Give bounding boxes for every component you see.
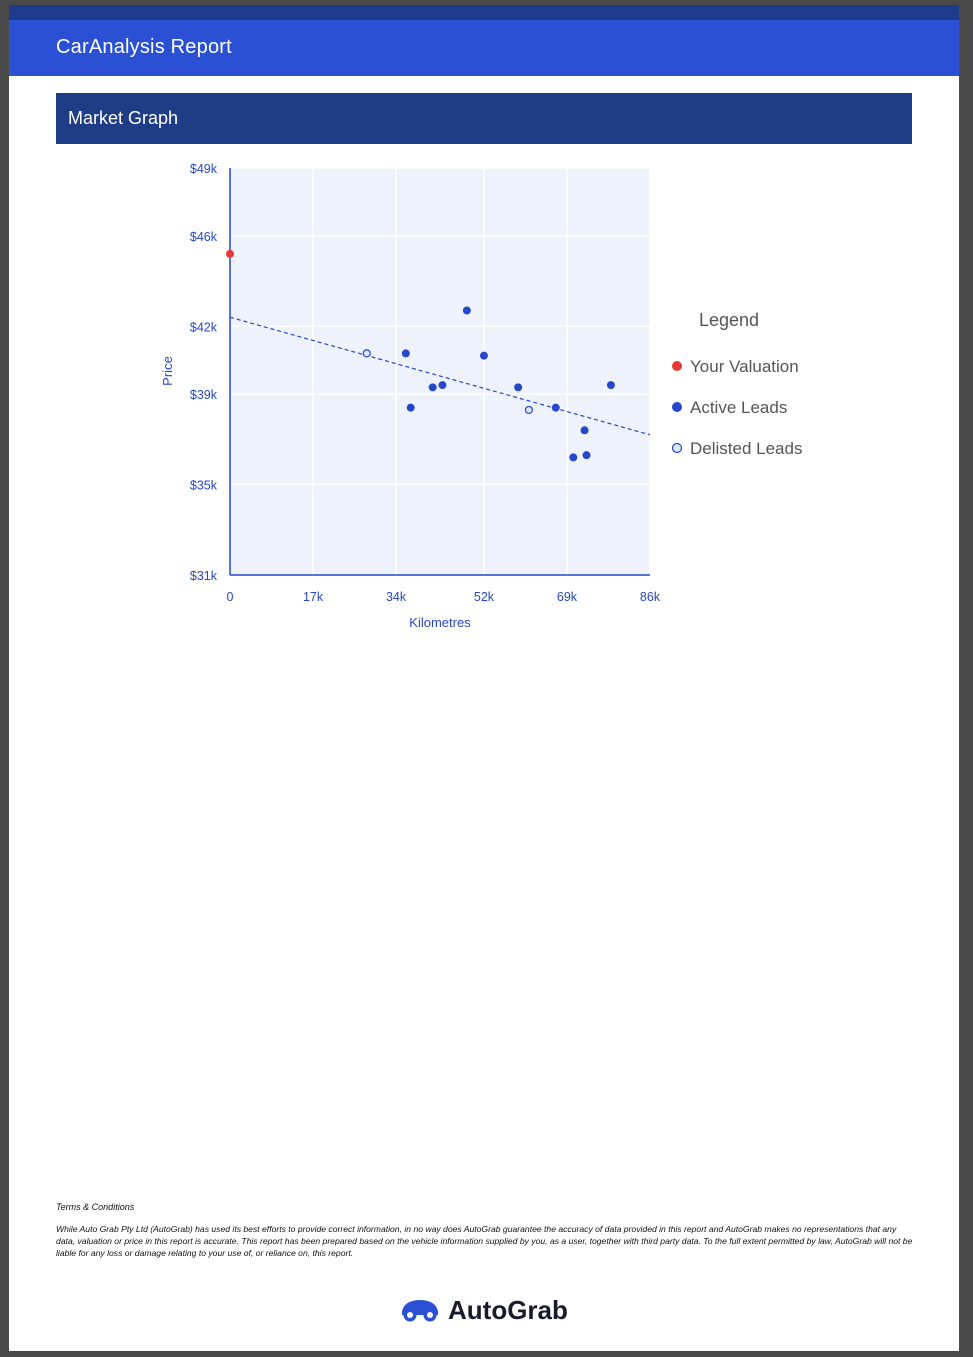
brand-name: AutoGrab: [448, 1295, 568, 1325]
terms-body: While Auto Grab Pty Ltd (AutoGrab) has used its best efforts to provide correct information, in no way does AutoGrab guarantee the accuracy of data provided in this report and AutoGrab makes no representations that any data, valuation or price in this report is accurate. This report has been prepared based on the vehicle information supplied by you, as a user, together with third party data. To the full extent permitted by law, AutoGrab will not be liable for any loss or damage relating to your use of, or reliance on, this report.: [56, 1224, 913, 1258]
y-tick-label: $35k: [189, 478, 217, 493]
delisted-leads-point: [525, 406, 532, 413]
active-leads-point: [463, 306, 471, 314]
y-tick-label: $46k: [189, 229, 217, 244]
legend-label-your-valuation: Your Valuation: [690, 357, 799, 376]
legend-marker-active-leads: [672, 402, 682, 412]
report-title: CarAnalysis Report: [56, 36, 232, 58]
active-leads-point: [569, 453, 577, 461]
terms-heading: Terms & Conditions: [56, 1202, 135, 1212]
plot-background: [230, 168, 650, 575]
brand-footer: [399, 1293, 599, 1329]
report-page: [9, 5, 959, 1351]
active-leads-point: [583, 451, 591, 459]
x-tick-label: 69k: [556, 590, 578, 604]
legend-marker-your-valuation: [672, 361, 682, 371]
car-logo-icon: [399, 1297, 441, 1323]
active-leads-point: [581, 426, 589, 434]
x-tick-label: 0: [226, 590, 234, 604]
x-tick-label: 34k: [385, 590, 407, 604]
delisted-leads-point: [363, 350, 370, 357]
x-tick-label: 17k: [302, 590, 324, 604]
y-tick-label: $42k: [189, 320, 217, 335]
active-leads-point: [438, 381, 446, 389]
active-leads-point: [552, 404, 560, 412]
legend: [672, 310, 802, 458]
active-leads-point: [402, 349, 410, 357]
active-leads-point: [607, 381, 615, 389]
legend-label-active-leads: Active Leads: [690, 398, 788, 417]
y-axis-label: Price: [160, 356, 175, 386]
your-valuation-point: [226, 250, 234, 258]
x-tick-label: 86k: [639, 590, 661, 604]
active-leads-point: [514, 383, 522, 391]
section-title: Market Graph: [68, 108, 179, 128]
y-tick-label: $49k: [189, 162, 217, 176]
legend-label-delisted-leads: Delisted Leads: [690, 439, 803, 458]
y-tick-label: $39k: [189, 388, 217, 403]
y-tick-label: $31k: [189, 569, 217, 583]
legend-marker-delisted-leads: [673, 444, 682, 453]
x-axis-label: Kilometres: [409, 615, 471, 630]
active-leads-point: [480, 352, 488, 360]
active-leads-point: [429, 383, 437, 391]
active-leads-point: [407, 404, 415, 412]
market-graph-chart: [9, 5, 959, 655]
legend-title: Legend: [699, 310, 760, 330]
x-tick-label: 52k: [473, 590, 495, 604]
